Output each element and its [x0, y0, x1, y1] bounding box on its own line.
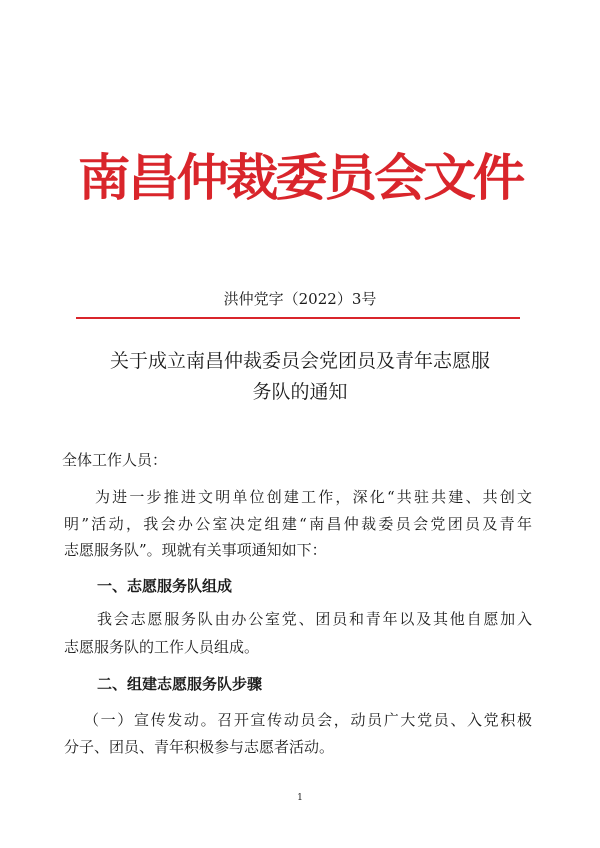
section-heading-2: 二、组建志愿服务队步骤 [97, 675, 263, 693]
document-number: 洪仲党字（2022）3号 [223, 290, 377, 308]
section-heading-1: 一、志愿服务队组成 [97, 577, 233, 595]
paragraph-1-line-3: 志愿服务队”。现就有关事项通知如下： [64, 541, 327, 559]
red-divider-rule [76, 317, 520, 319]
paragraph-1-line-1: 为进一步推进文明单位创建工作，深化“共驻共建、共创文 [95, 488, 532, 506]
paragraph-3-line-2: 分子、团员、青年积极参与志愿者活动。 [64, 738, 335, 756]
page-number: 1 [297, 793, 303, 803]
notice-title [60, 346, 540, 408]
salutation: 全体工作人员： [62, 451, 168, 469]
paragraph-2-line-1: 我会志愿服务队由办公室党、团员和青年以及其他自愿加入 [97, 610, 532, 628]
paragraph-1-line-2: 明”活动，我会办公室决定组建“南昌仲裁委员会党团员及青年 [64, 515, 532, 533]
paragraph-2-line-2: 志愿服务队的工作人员组成。 [64, 638, 260, 656]
masthead-title: 南昌仲裁委员会文件 [77, 148, 523, 207]
notice-title-line-2: 务队的通知 [252, 381, 348, 403]
paragraph-3-line-1: （一）宣传发动。召开宣传动员会，动员广大党员、入党积极 [84, 711, 532, 729]
notice-title-line-1: 关于成立南昌仲裁委员会党团员及青年志愿服 [109, 350, 490, 372]
